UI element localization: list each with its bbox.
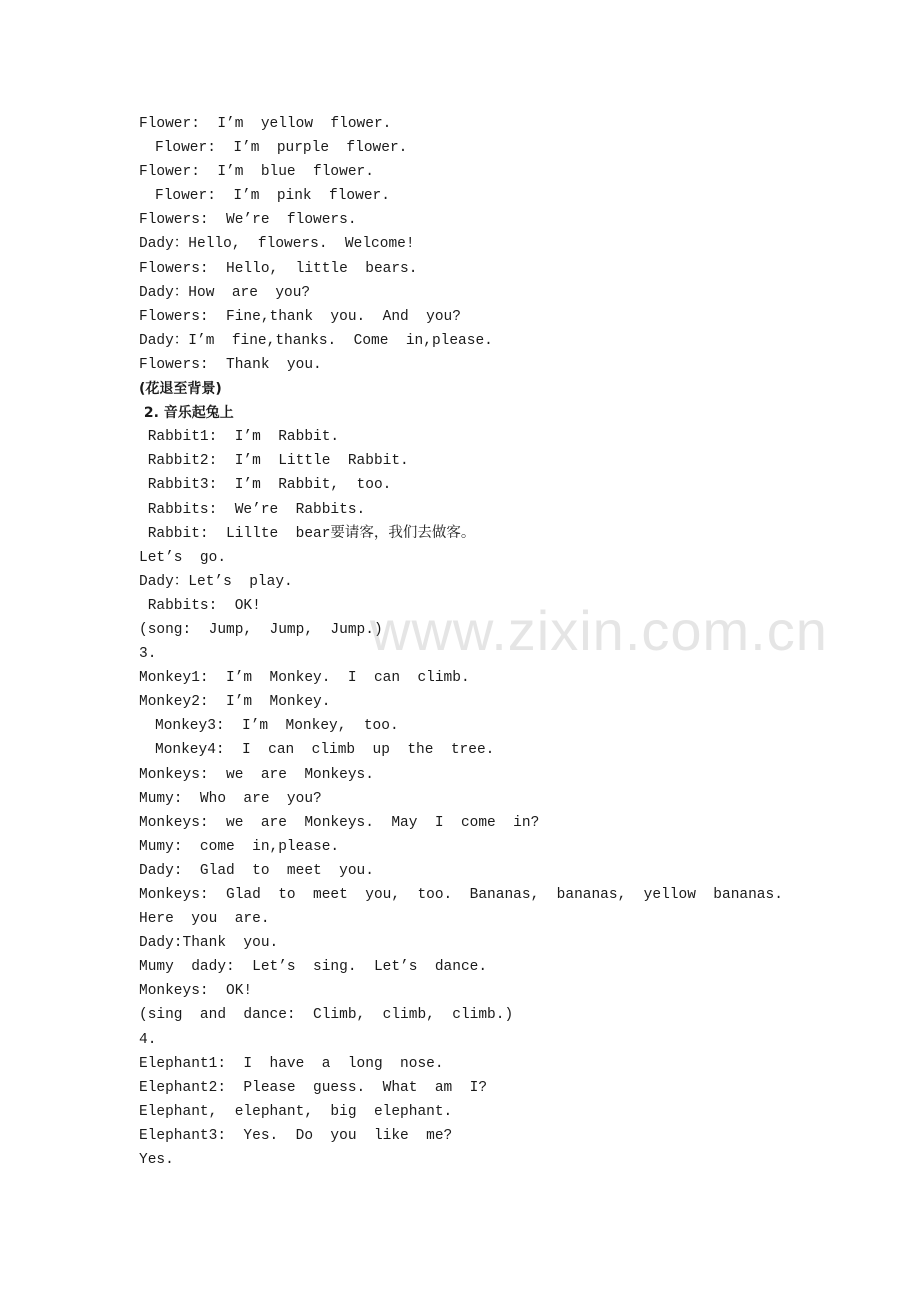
dialogue-line: Mumy dady: Let’s sing. Let’s dance. bbox=[139, 959, 488, 976]
dialogue-line: Dady：I’m fine,thanks. Come in,please. bbox=[139, 332, 493, 349]
dialogue-line: Rabbits: OK! bbox=[139, 597, 261, 614]
dialogue-line: Flowers: Thank you. bbox=[139, 356, 322, 373]
dialogue-line: Elephant3: Yes. Do you like me? bbox=[139, 1127, 453, 1144]
dialogue-line: Dady：Hello, flowers. Welcome! bbox=[139, 236, 415, 253]
dialogue-line: 4. bbox=[139, 1031, 157, 1048]
dialogue-line: Monkeys: we are Monkeys. bbox=[139, 766, 374, 783]
dialogue-line: Elephant, elephant, big elephant. bbox=[139, 1103, 453, 1120]
dialogue-line: 3. bbox=[139, 646, 157, 663]
dialogue-line: Monkey3: I’m Monkey, too. bbox=[155, 718, 399, 735]
stage-direction-line: 2. 音乐起兔上 bbox=[139, 405, 234, 422]
dialogue-line: Mumy: Who are you? bbox=[139, 790, 322, 807]
dialogue-line: Monkey4: I can climb up the tree. bbox=[155, 742, 495, 759]
dialogue-line: Elephant1: I have a long nose. bbox=[139, 1055, 444, 1072]
dialogue-line: Monkey2: I’m Monkey. bbox=[139, 694, 331, 711]
dialogue-line: Rabbits: We’re Rabbits. bbox=[139, 501, 366, 518]
dialogue-line: (song: Jump, Jump, Jump.) bbox=[139, 621, 383, 638]
dialogue-line: Dady：Let’s play. bbox=[139, 573, 293, 590]
dialogue-line: Monkeys: Glad to meet you, too. Bananas, bananas, yellow bananas. bbox=[139, 887, 783, 903]
dialogue-line: Flowers: Fine,thank you. And you? bbox=[139, 308, 461, 325]
dialogue-line: Yes. bbox=[139, 1152, 174, 1169]
dialogue-line: (sing and dance: Climb, climb, climb.) bbox=[139, 1007, 514, 1024]
dialogue-line: Rabbit1: I’m Rabbit. bbox=[139, 429, 340, 446]
dialogue-line: Elephant2: Please guess. What am I? bbox=[139, 1079, 488, 1096]
dialogue-line: Flower: I’m blue flower. bbox=[139, 164, 374, 181]
dialogue-line: Dady:Thank you. bbox=[139, 935, 279, 952]
watermark: www.zixin.com.cn bbox=[370, 599, 828, 662]
dialogue-line: Dady: Glad to meet you. bbox=[139, 862, 374, 879]
dialogue-line: Rabbit: Lillte bear要请客，我们去做客。 bbox=[139, 525, 476, 542]
stage-direction-line: (花退至背景) bbox=[139, 381, 222, 398]
dialogue-line: Rabbit2: I’m Little Rabbit. bbox=[139, 453, 409, 470]
dialogue-line: Monkey1: I’m Monkey. I can climb. bbox=[139, 670, 470, 687]
dialogue-line: Flowers: We’re flowers. bbox=[139, 212, 357, 229]
dialogue-line: Mumy: come in,please. bbox=[139, 838, 340, 855]
dialogue-line: Flower: I’m pink flower. bbox=[155, 188, 390, 205]
dialogue-line: Flower: I’m purple flower. bbox=[155, 140, 408, 157]
dialogue-line: Flowers: Hello, little bears. bbox=[139, 260, 418, 277]
dialogue-line: Here you are. bbox=[139, 911, 270, 928]
dialogue-line: Monkeys: we are Monkeys. May I come in? bbox=[139, 814, 540, 831]
dialogue-line: Dady：How are you? bbox=[139, 284, 311, 301]
dialogue-line: Let’s go. bbox=[139, 549, 227, 566]
dialogue-line: Monkeys: OK! bbox=[139, 983, 253, 1000]
dialogue-line: Rabbit3: I’m Rabbit, too. bbox=[139, 477, 392, 494]
dialogue-line: Flower: I’m yellow flower. bbox=[139, 116, 392, 132]
